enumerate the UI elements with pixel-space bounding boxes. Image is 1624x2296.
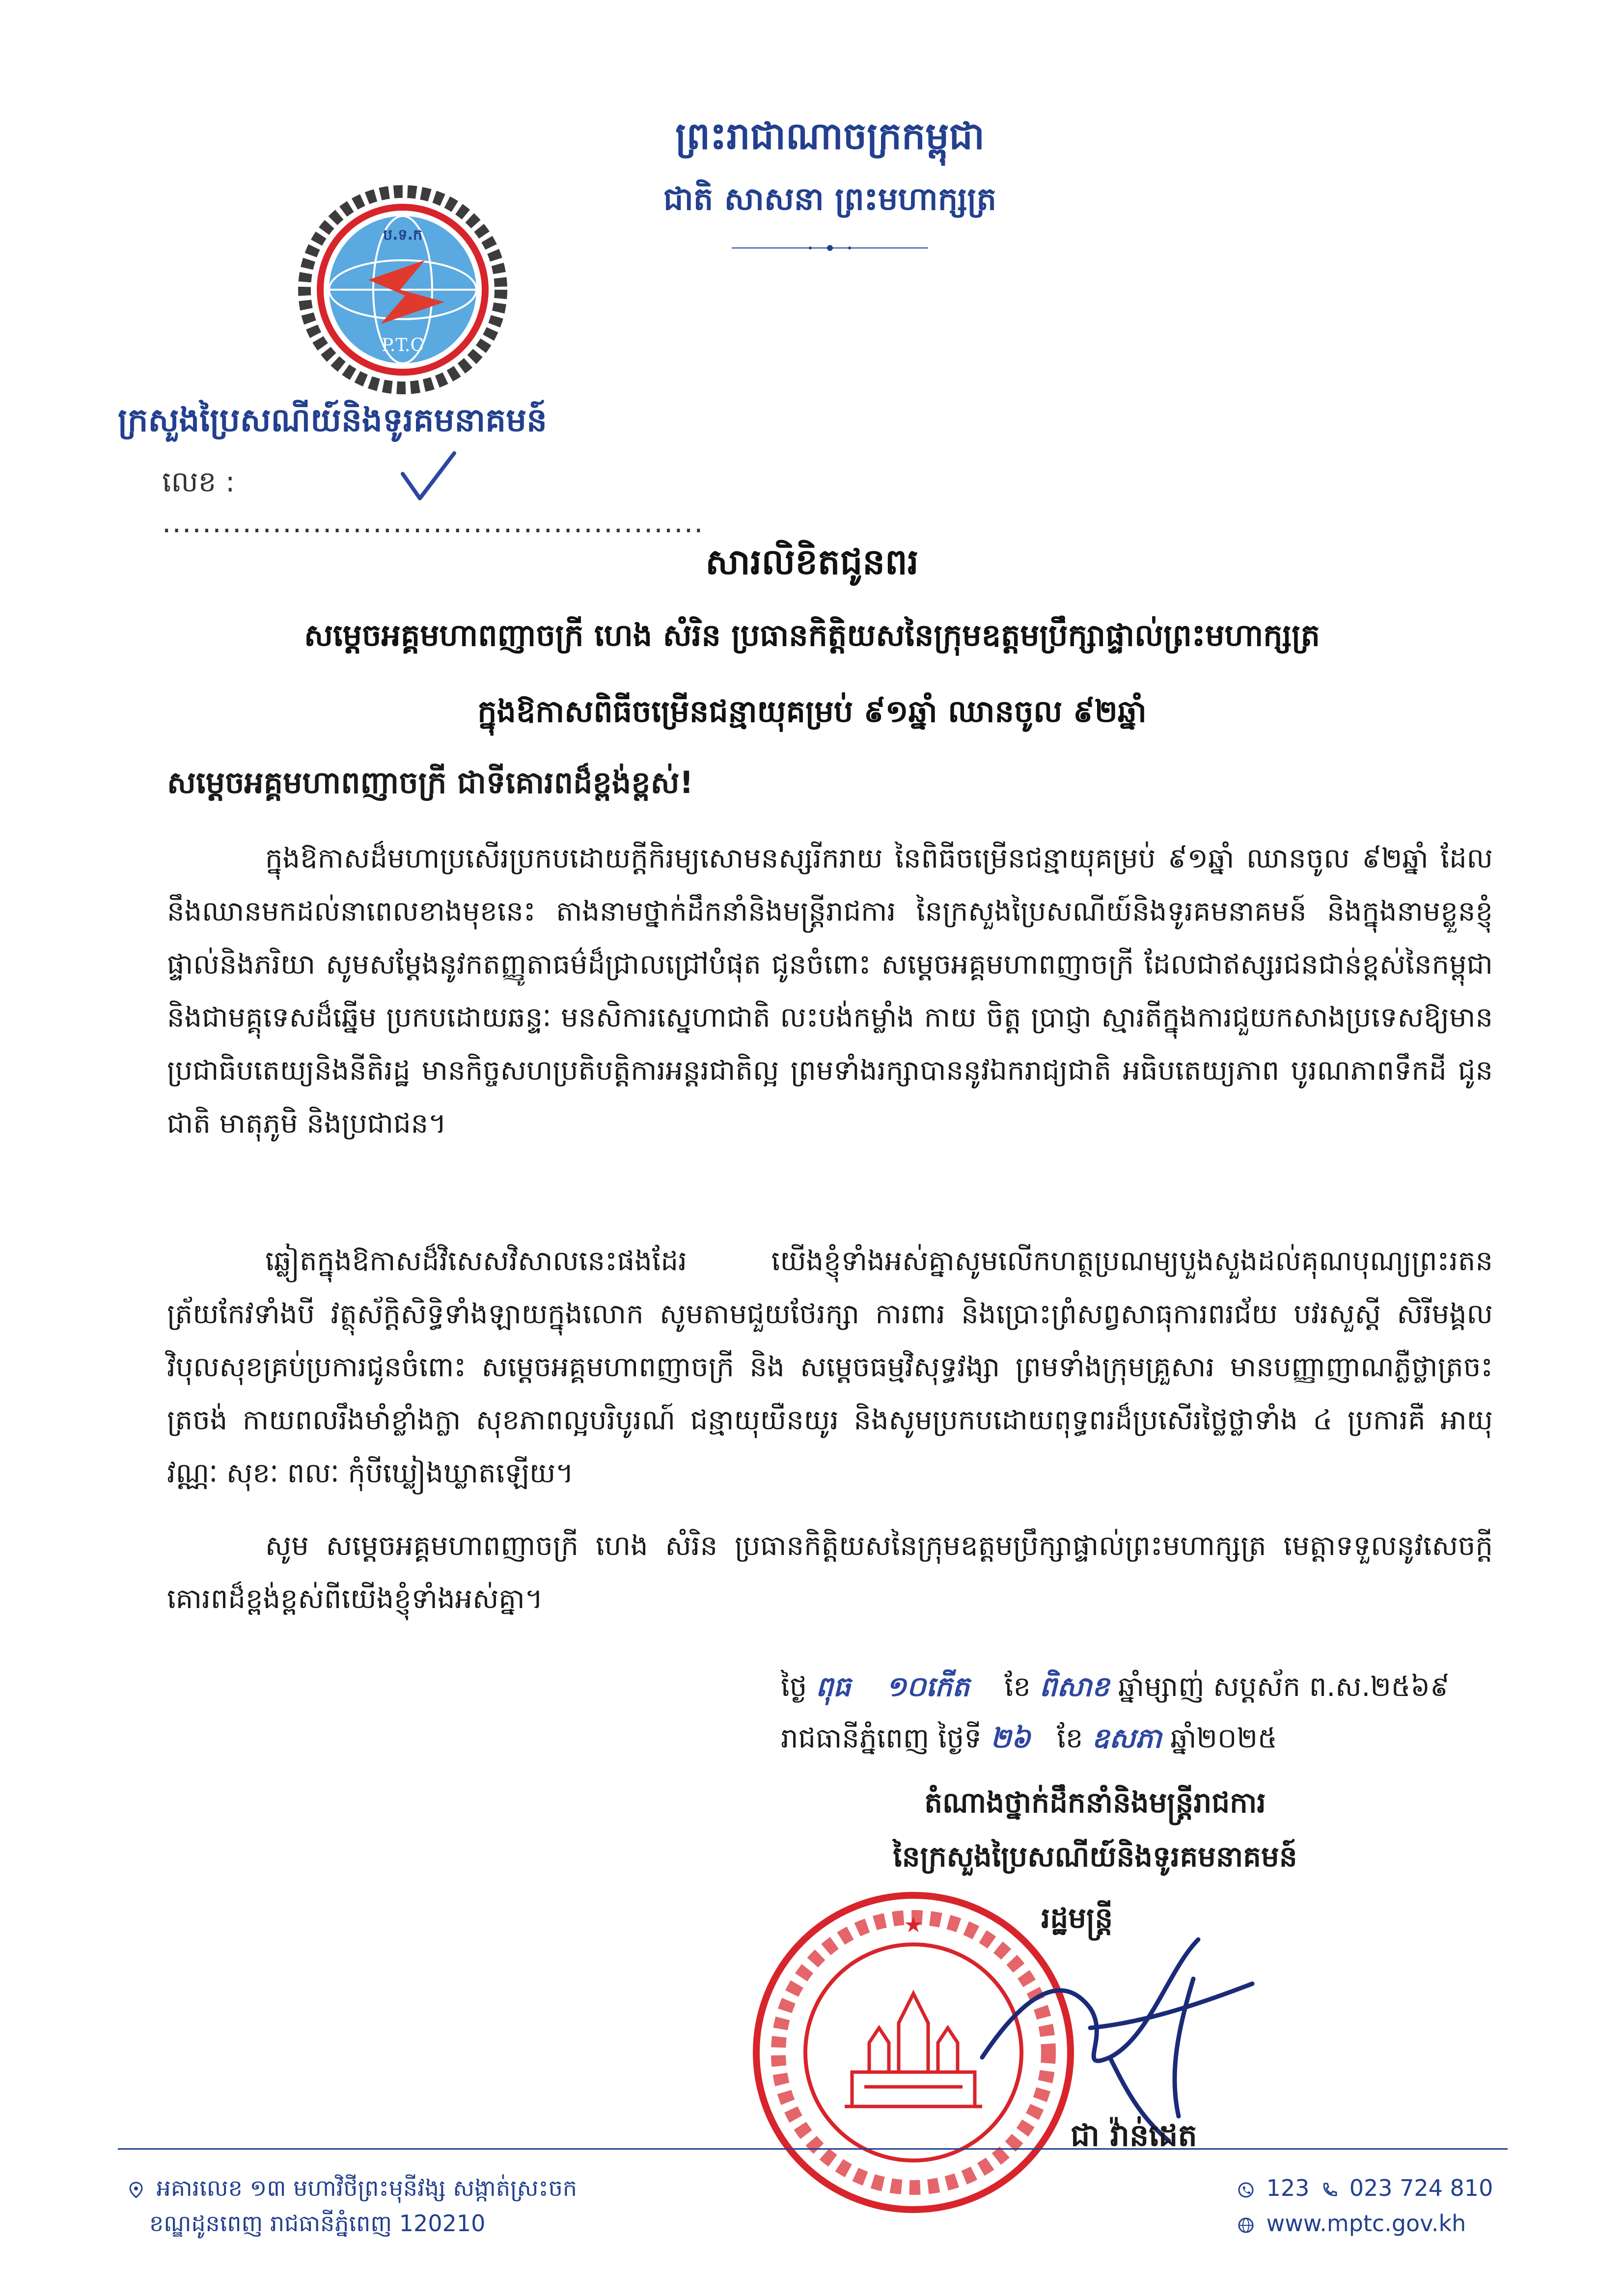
signatory-title: រដ្ឋមន្ត្រី — [1041, 1901, 1113, 1935]
hotline-icon — [1238, 2182, 1254, 2198]
footer-address — [128, 2170, 577, 2241]
reference-dots: ...................................................... — [162, 506, 704, 539]
weekday: ពុធ — [816, 1670, 851, 1703]
lunar-day: ១០កើត — [885, 1670, 970, 1703]
phone-number: 023 724 810 — [1349, 2175, 1493, 2201]
address-line-1: អគារលេខ ១៣ មហាវិថីព្រះមុនីវង្ស សង្កាត់ស្រះចក — [156, 2175, 578, 2201]
solar-day: ២៦ — [990, 1722, 1031, 1754]
kingdom-heading: ព្រះរាជាណាចក្រកម្ពុជា — [675, 114, 985, 158]
lunar-month: ពិសាខ — [1039, 1670, 1109, 1703]
check-mark-icon — [398, 449, 457, 503]
logo-top-text: ប.ទ.ក — [383, 226, 422, 244]
ministry-logo — [295, 182, 511, 398]
location-pin-icon — [128, 2182, 144, 2198]
signatory-line-2: នៃក្រសួងប្រៃសណីយ៍និងទូរគមនាគមន៍ — [893, 1840, 1297, 1873]
footer-contact — [1238, 2170, 1493, 2241]
address-line-2: ខណ្ឌដូនពេញ រាជធានីភ្នំពេញ 120210 — [149, 2210, 486, 2237]
logo-bottom-text: P.T.C — [381, 335, 424, 355]
solar-month-label: ខែ — [1057, 1722, 1083, 1754]
body-paragraph-1: ក្នុងឱកាសដ៏មហាប្រសើរប្រកបដោយក្តីកិរម្យសោមនស្សរីករាយ នៃពិធីចម្រើនជន្មាយុគម្រប់ ៩១ឆ្នាំ ឈានចូល ៩២ឆ្នាំ ដែលនឹងឈានមកដល់នាពេលខាងមុខនេះ តាងនាមថ្នាក់ដឹកនាំនិងមន្ត្រីរាជការ នៃក្រសួងប្រៃសណីយ៍និងទូរគមនាគមន៍ និងក្នុងនាមខ្លួនខ្ញុំផ្ទាល់និងភរិយា សូមសម្តែងនូវកតញ្ញូតាធម៌ដ៏ជ្រាលជ្រៅបំផុត ជូនចំពោះ សម្តេចអគ្គមហាពញាចក្រី ដែលជាឥស្សរជនជាន់ខ្ពស់នៃកម្ពុជា និងជាមគ្គុទេសដ៏ឆ្នើម ប្រកបដោយឆន្ទៈ មនសិការស្នេហាជាតិ លះបង់កម្លាំង កាយ ចិត្ត ប្រាជ្ញា ស្មារតីក្នុងការជួយកសាងប្រទេសឱ្យមានប្រជាធិបតេយ្យនិងនីតិរដ្ឋ មានកិច្ចសហប្រតិបត្តិការអន្តរជាតិល្អ ព្រមទាំងរក្សាបាននូវឯករាជ្យជាតិ អធិបតេយ្យភាព បូរណភាពទឹកដី ជូនជាតិ មាតុភូមិ និងប្រជាជន។ — [167, 843, 1493, 1140]
globe-icon — [1238, 2217, 1254, 2234]
website-link[interactable]: www.mptc.gov.kh — [1266, 2210, 1466, 2237]
body-paragraph-2: ឆ្លៀតក្នុងឱកាសដ៏វិសេសវិសាលនេះផងដែរ យើងខ្ញុំទាំងអស់គ្នាសូមលើកហត្ថប្រណម្យបួងសួងដល់គុណបុណ្យព្រះរតនត្រ័យកែវទាំងបី វត្ថុស័ក្តិសិទ្ធិទាំងឡាយក្នុងលោក សូមតាមជួយថែរក្សា ការពារ និងប្រោះព្រំសព្វសាធុការពរជ័យ បវរសួស្តី សិរីមង្គល វិបុលសុខគ្រប់ប្រការជូនចំពោះ សម្តេចអគ្គមហាពញាចក្រី និង សម្តេចធម្មវិសុទ្ធវង្សា ព្រមទាំងក្រុមគ្រួសារ មានបញ្ញាញាណភ្លឺថ្លាត្រចះត្រចង់ កាយពលរឹងមាំខ្លាំងក្លា សុខភាពល្អបរិបូរណ៍ ជន្មាយុយឺនយូរ និងសូមប្រកបដោយពុទ្ធពរដ៏ប្រសើរថ្លៃថ្លាទាំង ៤ ប្រការគឺ អាយុ វណ្ណៈ សុខៈ ពលៈ កុំបីឃ្លៀងឃ្លាតឡើយ។ — [167, 1245, 1493, 1489]
reference-label: លេខ : — [162, 465, 235, 498]
solar-date — [781, 1721, 1277, 1761]
lunar-date — [781, 1669, 1450, 1710]
hotline-number: 123 — [1266, 2175, 1310, 2201]
ornament-divider — [722, 241, 938, 255]
place-label: រាជធានីភ្នំពេញ ថ្ងៃទី — [781, 1722, 982, 1754]
solar-year: ឆ្នាំ២០២៥ — [1170, 1722, 1277, 1754]
phone-icon — [1321, 2182, 1337, 2198]
letter-title: សារលិខិតជូនពរ — [705, 541, 919, 582]
svg-text:★: ★ — [904, 1913, 923, 1938]
body-paragraph-3: សូម សម្តេចអគ្គមហាពញាចក្រី ហេង សំរិន ប្រធានកិត្តិយសនៃក្រុមឧត្តមប្រឹក្សាផ្ទាល់ព្រះមហាក្សត្រ មេត្តាទទួលនូវសេចក្តីគោរពដ៏ខ្ពង់ខ្ពស់ពីយើងខ្ញុំទាំងអស់គ្នា។ — [167, 1530, 1493, 1615]
month-label: ខែ — [1004, 1671, 1031, 1703]
salutation: សម្តេចអគ្គមហាពញាចក្រី ជាទីគោរពដ៏ខ្ពង់ខ្ពស់! — [167, 765, 693, 800]
footer-divider — [118, 2148, 1508, 2150]
letter-subtitle-recipient: សម្តេចអគ្គមហាពញាចក្រី ហេង សំរិន ប្រធានកិត្តិយសនៃក្រុមឧត្តមប្រឹក្សាផ្ទាល់ព្រះមហាក្សត្រ — [304, 617, 1320, 653]
signatory-name: ជា វ៉ាន់ដេត — [1071, 2117, 1197, 2153]
solar-month: ឧសភា — [1092, 1722, 1162, 1754]
day-label: ថ្ងៃ — [781, 1671, 807, 1703]
lunar-year: ឆ្នាំម្សាញ់ សប្តស័ក ព.ស.២៥៦៩ — [1118, 1671, 1450, 1703]
national-motto: ជាតិ សាសនា ព្រះមហាក្សត្រ — [663, 181, 997, 218]
letter-subtitle-occasion: ក្នុងឱកាសពិធីចម្រើនជន្មាយុគម្រប់ ៩១ឆ្នាំ ឈានចូល ៩២ឆ្នាំ — [477, 693, 1147, 729]
ministry-name: ក្រសួងប្រៃសណីយ៍និងទូរគមនាគមន៍ — [118, 401, 547, 439]
signatory-line-1: តំណាងថ្នាក់ដឹកនាំនិងមន្ត្រីរាជការ — [924, 1786, 1266, 1819]
